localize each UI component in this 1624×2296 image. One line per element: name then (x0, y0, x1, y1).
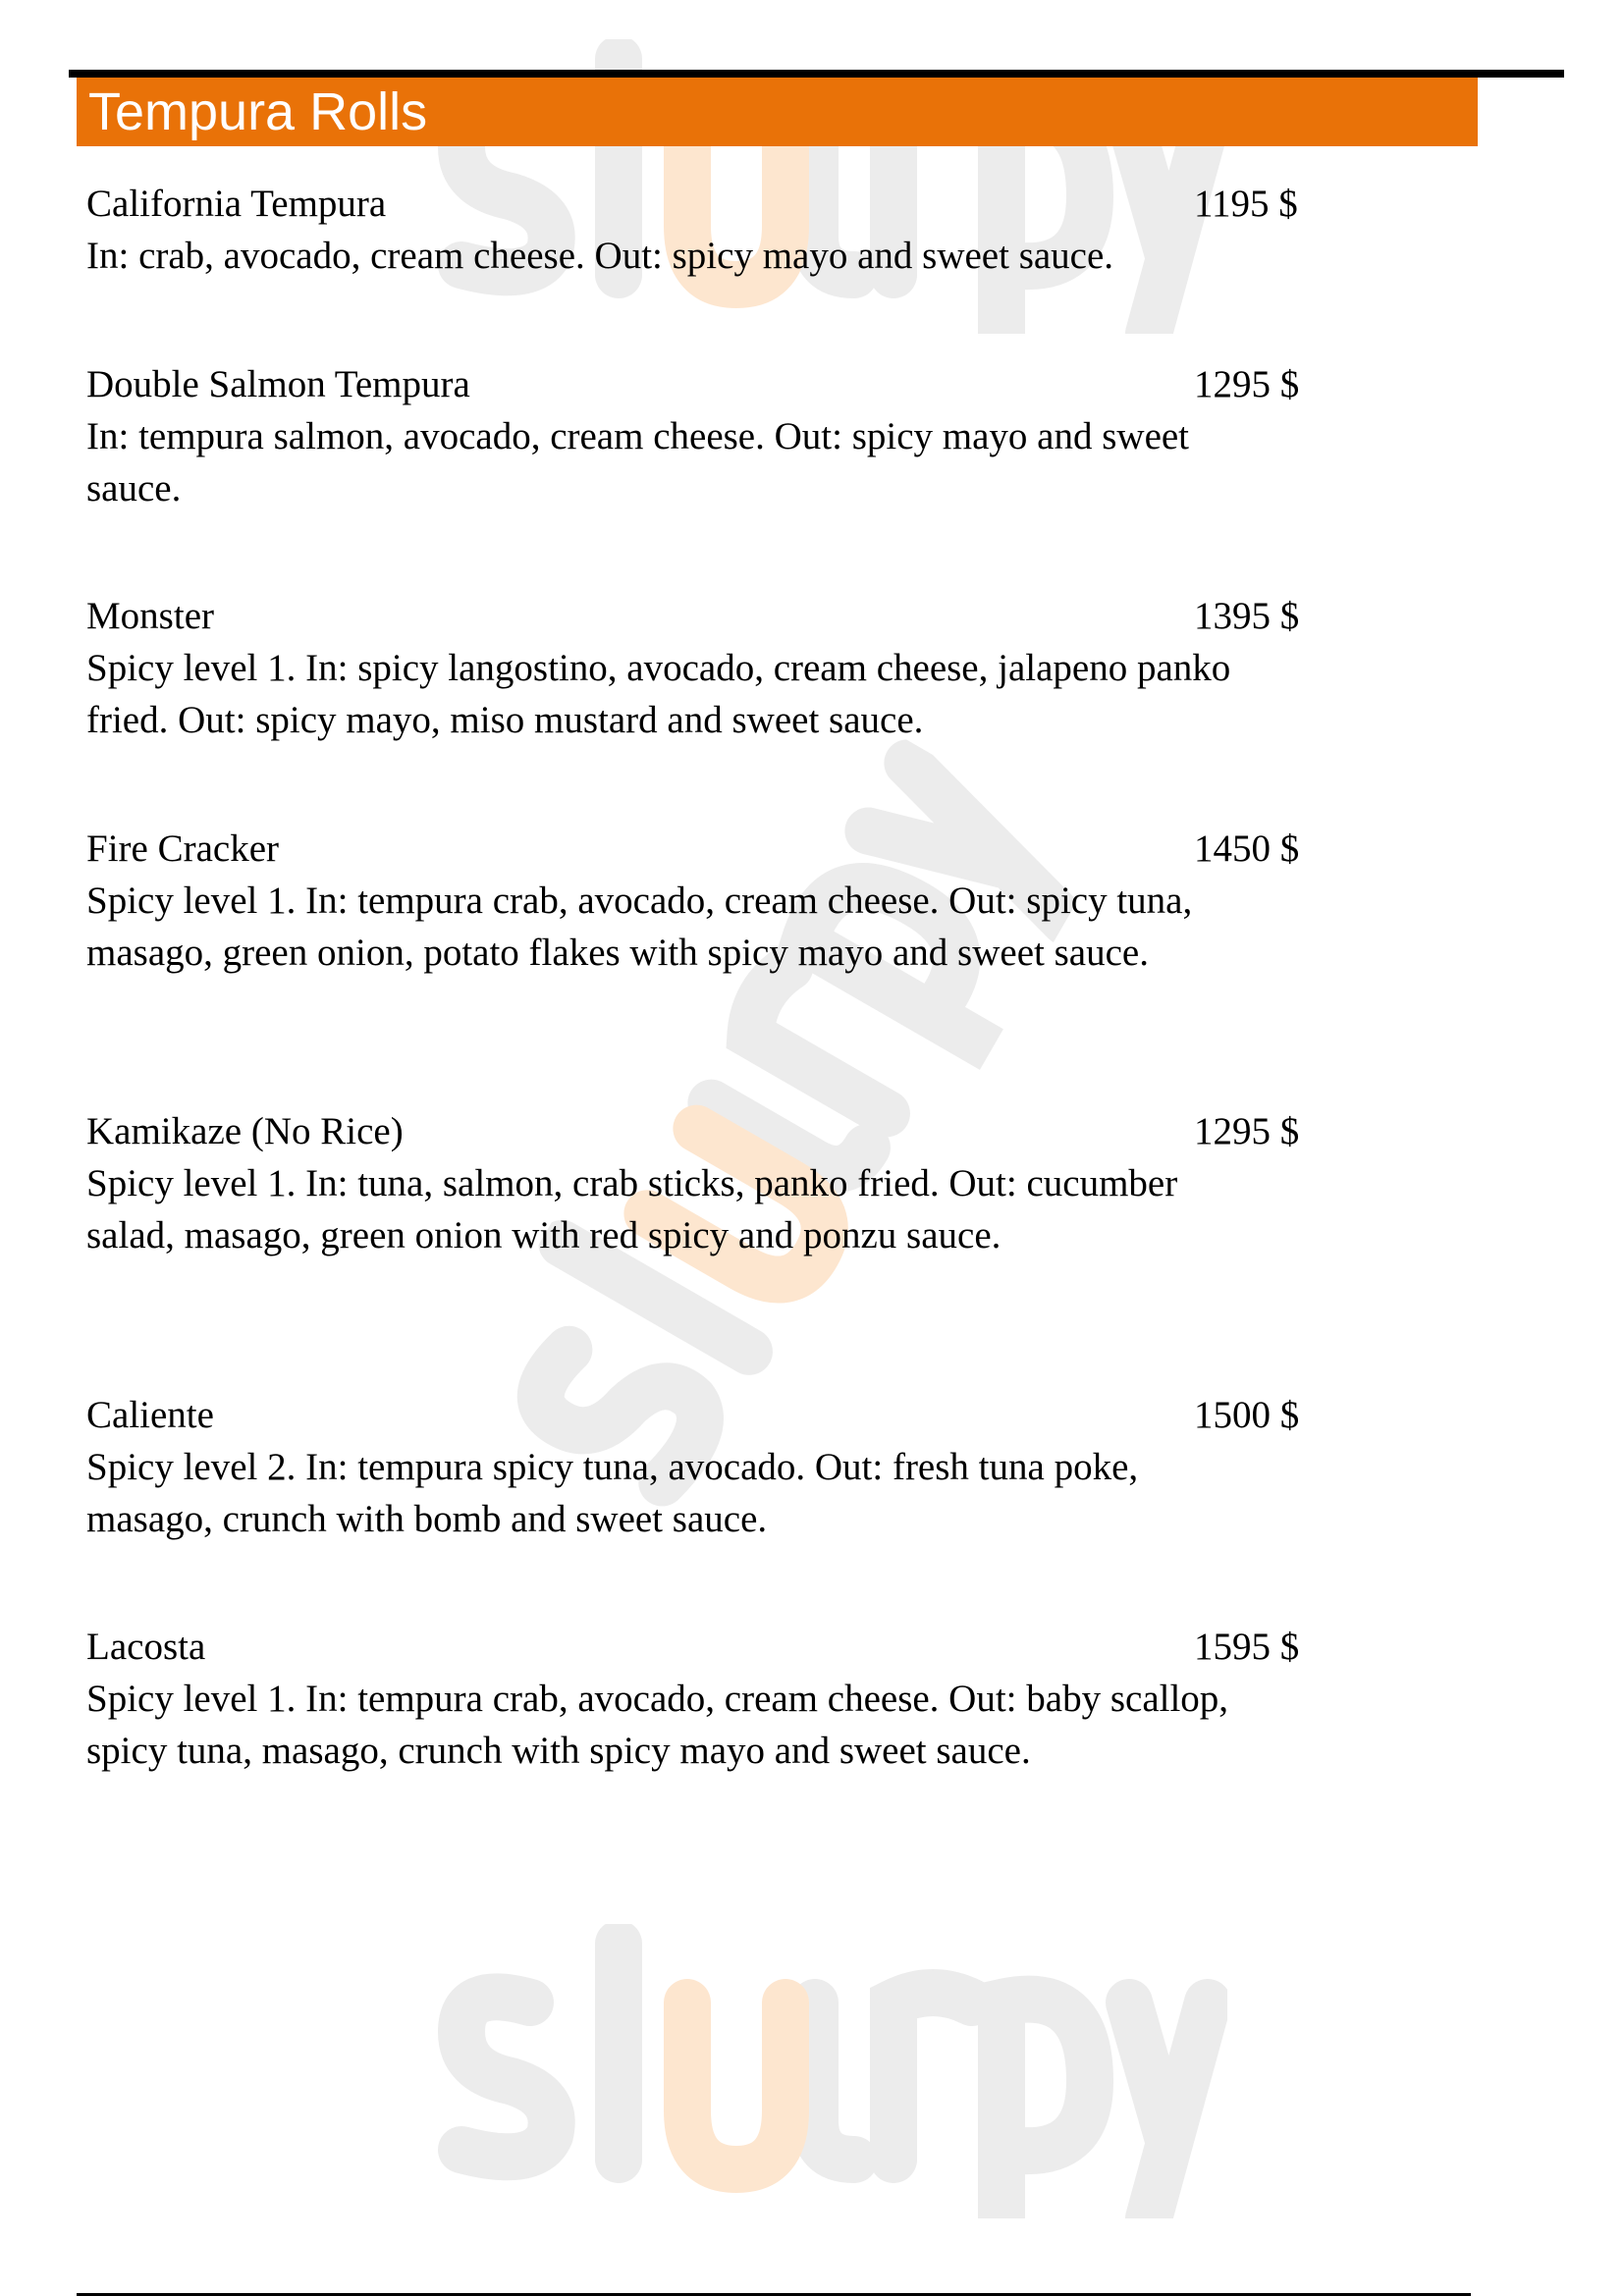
item-price: 1450 $ (1194, 828, 1300, 870)
item-description: In: crab, avocado, cream cheese. Out: spicy mayo and sweet sauce. (86, 235, 1114, 277)
menu-item (86, 1105, 1461, 1261)
item-price: 1295 $ (1194, 363, 1300, 405)
menu-item (86, 1621, 1461, 1777)
item-description: Spicy level 2. In: tempura spicy tuna, avocado. Out: fresh tuna poke, masago, crunch with bomb and sweet sauce. (86, 1446, 1139, 1540)
item-name: Kamikaze (No Rice) (86, 1110, 404, 1152)
item-name: Monster (86, 595, 214, 637)
watermark-logo (422, 1924, 1227, 2218)
item-price: 1395 $ (1194, 595, 1300, 637)
menu-item (86, 358, 1461, 514)
menu-item (86, 590, 1461, 746)
item-description: Spicy level 1. In: spicy langostino, avocado, cream cheese, jalapeno panko fried. Out: spicy mayo, miso mustard and sweet sauce. (86, 647, 1231, 741)
item-price: 1195 $ (1194, 183, 1298, 225)
item-description: Spicy level 1. In: tempura crab, avocado, cream cheese. Out: spicy tuna, masago, green onion, potato flakes with spicy mayo and sweet sauce. (86, 880, 1193, 974)
menu-item (86, 1389, 1461, 1545)
item-name: Caliente (86, 1394, 214, 1436)
item-price: 1595 $ (1194, 1626, 1300, 1668)
menu-item (86, 178, 1461, 282)
item-description: Spicy level 1. In: tuna, salmon, crab sticks, panko fried. Out: cucumber salad, masago, green onion with red spicy and ponzu sauce. (86, 1162, 1178, 1256)
item-name: Fire Cracker (86, 828, 279, 870)
section-title: Tempura Rolls (88, 82, 428, 141)
item-price: 1295 $ (1194, 1110, 1300, 1152)
item-description: In: tempura salmon, avocado, cream cheese. Out: spicy mayo and sweet sauce. (86, 415, 1190, 509)
item-name: Lacosta (86, 1626, 206, 1668)
item-name: Double Salmon Tempura (86, 363, 470, 405)
item-price: 1500 $ (1194, 1394, 1300, 1436)
top-divider (69, 70, 1564, 78)
menu-item (86, 823, 1461, 979)
item-description: Spicy level 1. In: tempura crab, avocado, cream cheese. Out: baby scallop, spicy tuna, masago, crunch with spicy mayo and sweet sauce. (86, 1678, 1229, 1772)
item-name: California Tempura (86, 183, 387, 225)
section-header (77, 78, 1478, 146)
